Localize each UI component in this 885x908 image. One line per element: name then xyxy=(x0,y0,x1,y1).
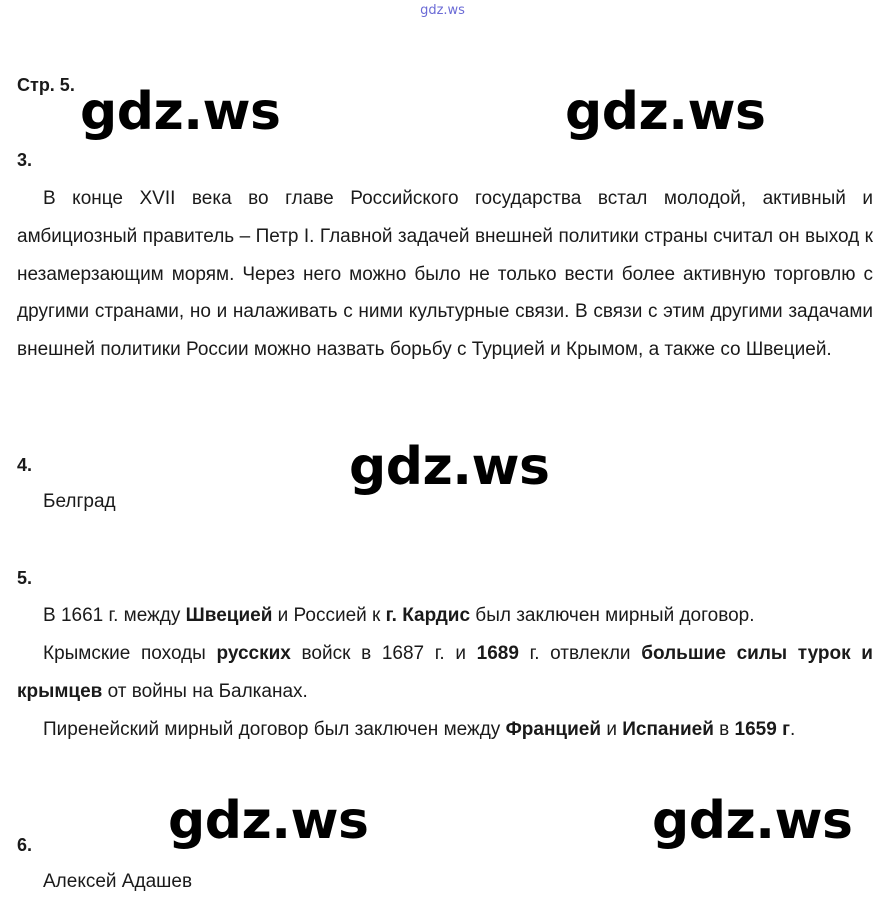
answer-4-text: Белград xyxy=(43,491,116,512)
question-number-4: 4. xyxy=(17,455,33,475)
watermark: gdz.ws xyxy=(168,791,369,851)
page-label: Стр. 5. xyxy=(17,75,75,95)
question-number-6: 6. xyxy=(17,835,33,855)
question-number-5: 5. xyxy=(17,568,33,588)
answer-5-sentence-3: Пиренейский мирный договор был заключен между Францией и Испанией в 1659 г. xyxy=(43,719,796,740)
watermark: gdz.ws xyxy=(80,82,281,142)
answer-5-sentence-2: Крымские походы русских войск в 1687 г. и 1689 г. отвлекли большие силы турок и крымцев от войны на Балканах. xyxy=(17,643,873,702)
answer-3-text: В конце XVII века во главе Российского государства встал молодой, активный и амбициозный правитель – Петр I. Главной задачей внешней политики страны считал он выход к незамерзающим морям. Через него можно было не только вести более активную торговлю с другими странами, но и налаживать с ними культурные связи. В связи с этим другими задачами внешней политики России можно назвать борьбу с Турцией и Крымом, а также со Швецией. xyxy=(17,188,873,361)
site-mark: gdz.ws xyxy=(420,3,465,18)
question-number-3: 3. xyxy=(17,150,33,170)
answer-6-text: Алексей Адашев xyxy=(43,871,193,892)
answer-5-sentence-1: В 1661 г. между Швецией и Россией к г. Кардис был заключен мирный договор. xyxy=(43,605,755,626)
watermark: gdz.ws xyxy=(349,437,550,497)
watermark: gdz.ws xyxy=(652,791,853,851)
watermark: gdz.ws xyxy=(565,82,766,142)
